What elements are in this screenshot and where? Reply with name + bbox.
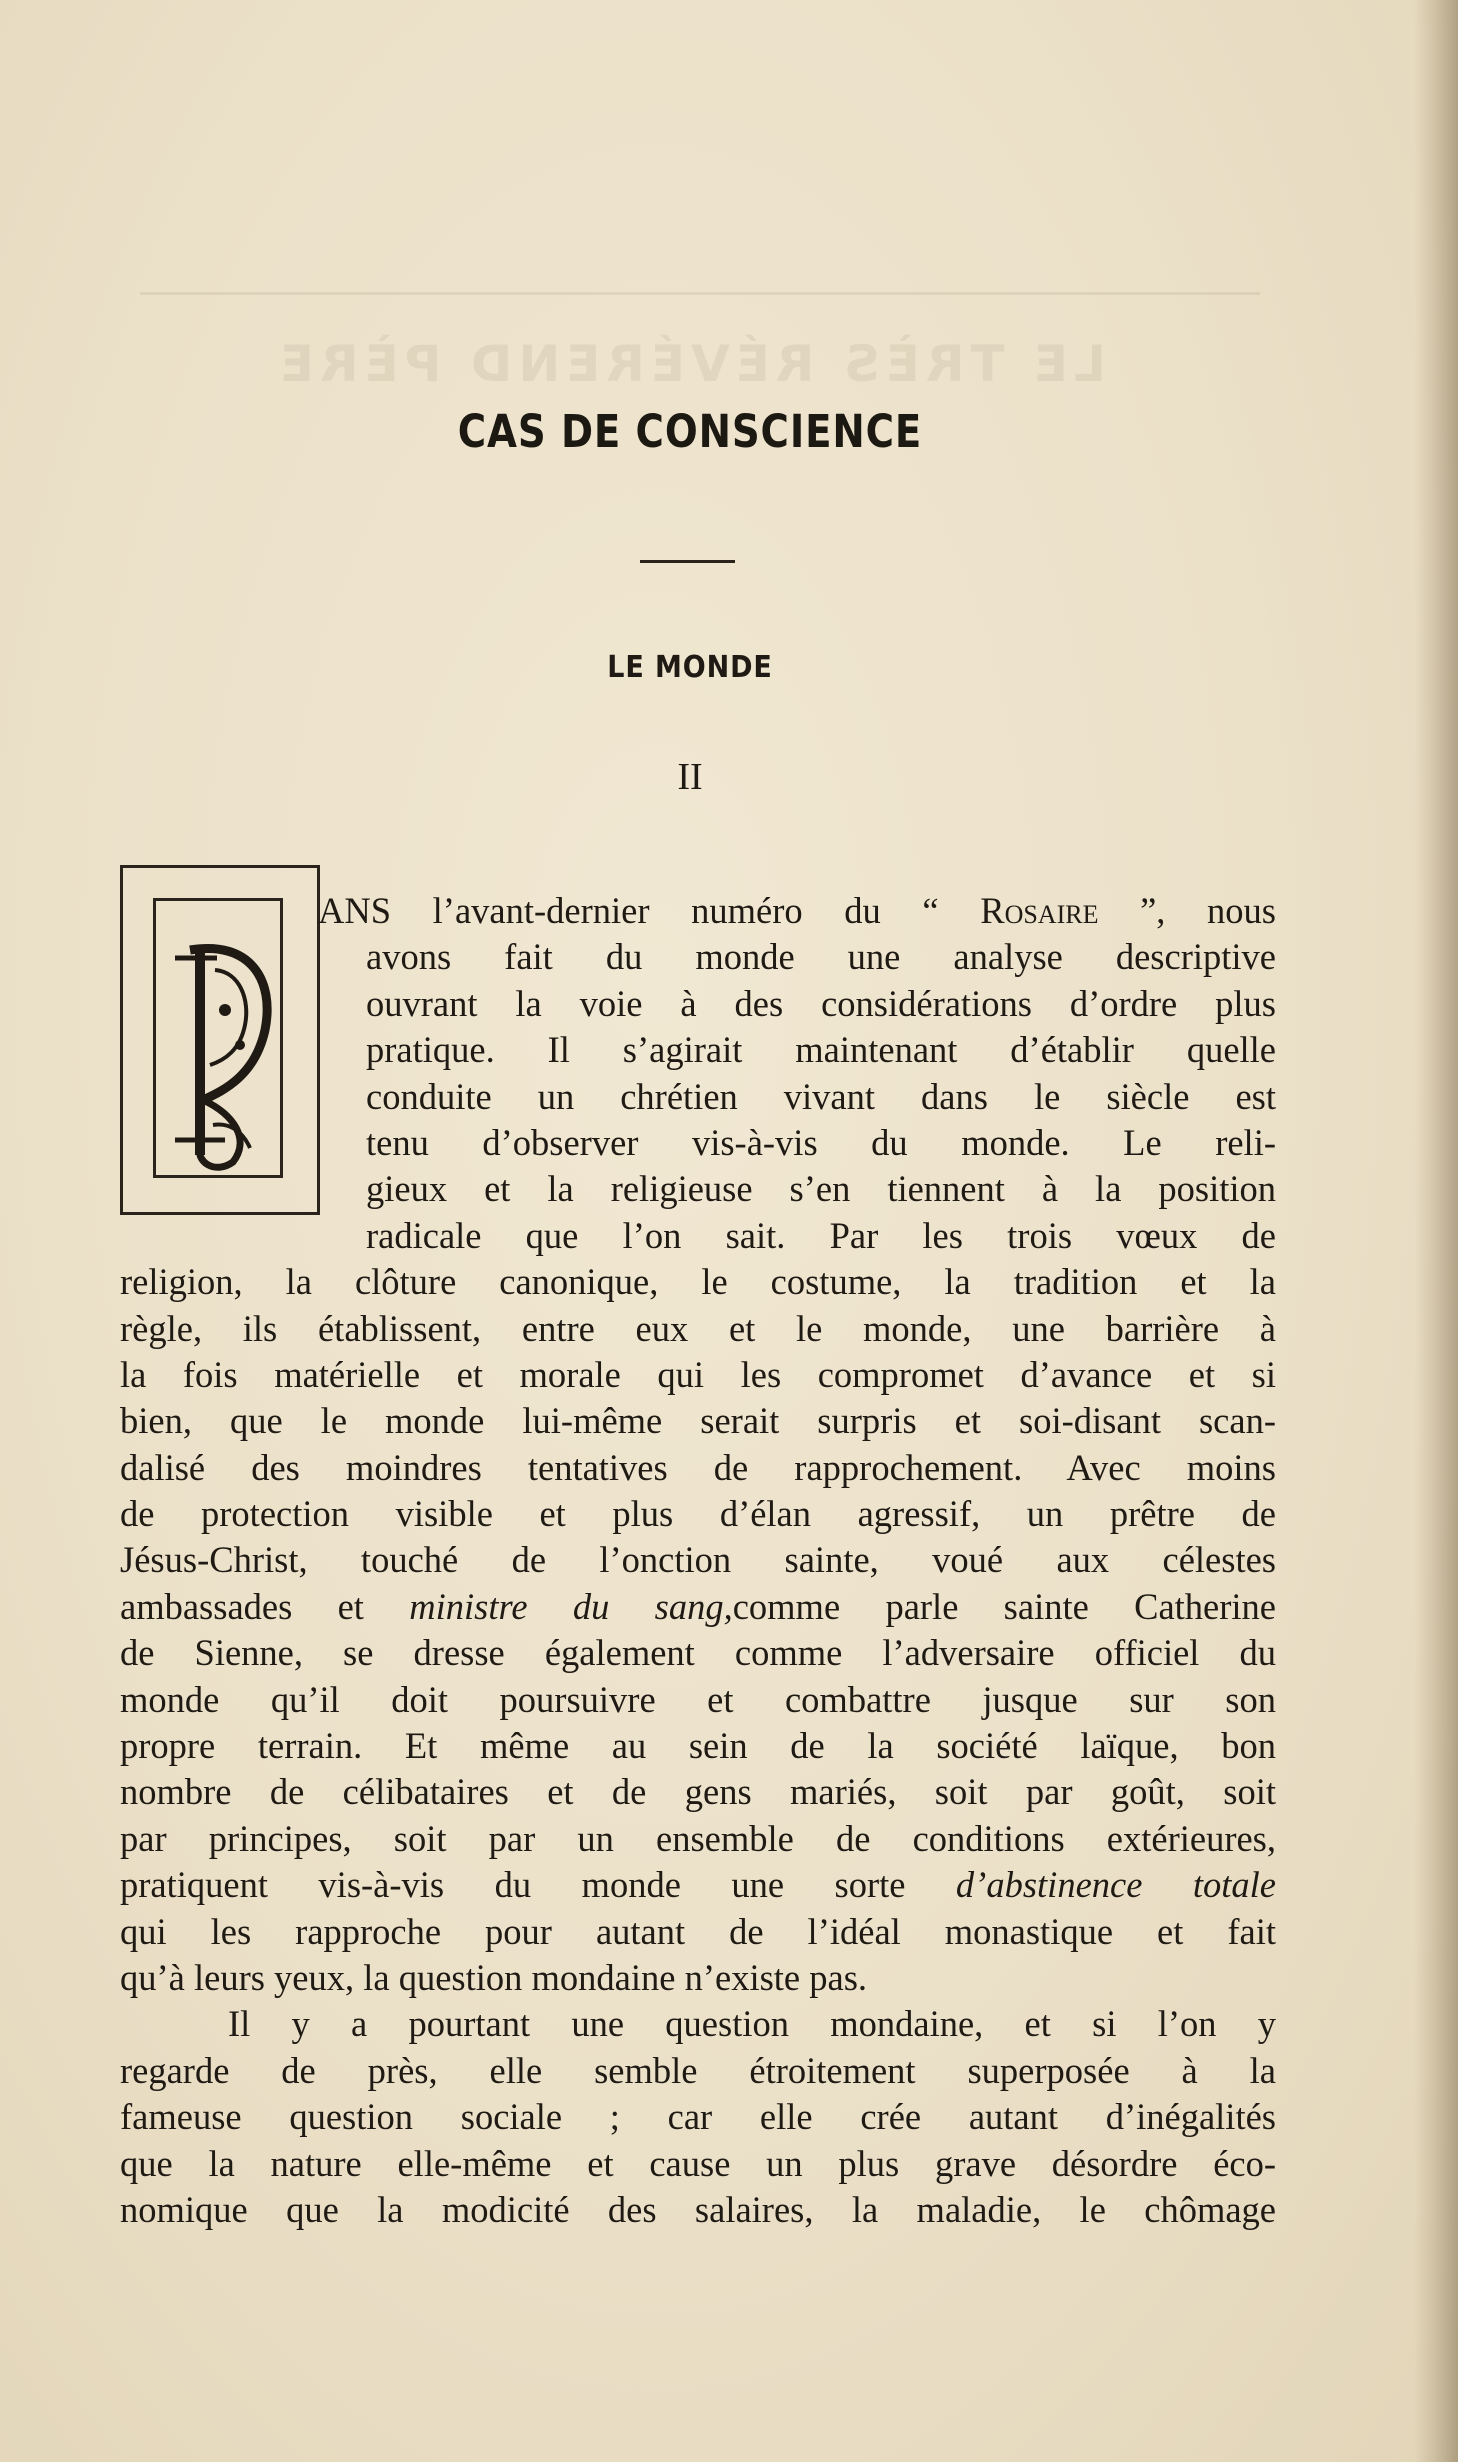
title-rule xyxy=(640,560,735,563)
text-line: pratiquent vis-à-vis du monde une sorte d’abstinence totale xyxy=(120,1864,1276,1906)
text-line: qu’à leurs yeux, la question mondaine n’existe pas. xyxy=(120,1956,868,1998)
body-text xyxy=(120,888,1276,2233)
text-line: pratique. Il s’agirait maintenant d’établir quelle xyxy=(366,1029,1276,1071)
text-line: gieux et la religieuse s’en tiennent à la position xyxy=(366,1168,1276,1210)
text-line: tenu d’observer vis-à-vis du monde. Le reli- xyxy=(366,1121,1276,1163)
text-line: ouvrant la voie à des considérations d’ordre plus xyxy=(366,982,1276,1024)
text-line: nomique que la modicité des salaires, la maladie, le chômage xyxy=(120,2188,1276,2230)
page-edge-shadow xyxy=(1414,0,1458,2462)
bleed-through-rule xyxy=(140,292,1260,295)
text-line: bien, que le monde lui-même serait surpris et soi-disant scan- xyxy=(120,1400,1276,1442)
text-line: Jésus-Christ, touché de l’onction sainte, voué aux célestes xyxy=(120,1539,1276,1581)
text-line: règle, ils établissent, entre eux et le monde, une barrière à xyxy=(120,1307,1276,1349)
text-line: regarde de près, elle semble étroitement superposée à la xyxy=(120,2049,1276,2091)
text-line: Il y a pourtant une question mondaine, et si l’on y xyxy=(228,2003,1276,2045)
text-line: conduite un chrétien vivant dans le siècle est xyxy=(366,1075,1276,1117)
text-line: la fois matérielle et morale qui les compromet d’avance et si xyxy=(120,1353,1276,1395)
text-line: ANS l’avant-dernier numéro du “ Rosaire ”, nous xyxy=(318,890,1277,931)
bleed-through-text: LE TRÈS RÉVÉREND PÈRE xyxy=(274,335,1106,393)
text-line: fameuse question sociale ; car elle crée autant d’inégalités xyxy=(120,2096,1276,2138)
text-line: radicale que l’on sait. Par les trois vœux de xyxy=(366,1214,1276,1256)
text-line: nombre de célibataires et de gens mariés, soit par goût, soit xyxy=(120,1771,1276,1813)
text-line: avons fait du monde une analyse descriptive xyxy=(366,936,1276,978)
text-line: ambassades et ministre du sang,comme parle sainte Catherine xyxy=(120,1585,1277,1627)
text-line: que la nature elle-même et cause un plus grave désordre éco- xyxy=(120,2142,1276,2184)
chapter-title: CAS DE CONSCIENCE xyxy=(457,405,923,458)
text-line: propre terrain. Et même au sein de la société laïque, bon xyxy=(120,1725,1276,1767)
text-line: dalisé des moindres tentatives de rapprochement. Avec moins xyxy=(120,1446,1276,1488)
text-line: monde qu’il doit poursuivre et combattre jusque sur son xyxy=(120,1678,1276,1720)
text-line: par principes, soit par un ensemble de conditions extérieures, xyxy=(120,1817,1276,1859)
text-line: qui les rapproche pour autant de l’idéal monastique et fait xyxy=(120,1910,1276,1952)
text-line: de protection visible et plus d’élan agressif, un prêtre de xyxy=(120,1493,1276,1535)
text-line: de Sienne, se dresse également comme l’adversaire officiel du xyxy=(120,1632,1276,1674)
section-heading: LE MONDE xyxy=(607,650,773,685)
section-numeral: II xyxy=(677,756,703,798)
text-line: religion, la clôture canonique, le costume, la tradition et la xyxy=(120,1261,1276,1303)
